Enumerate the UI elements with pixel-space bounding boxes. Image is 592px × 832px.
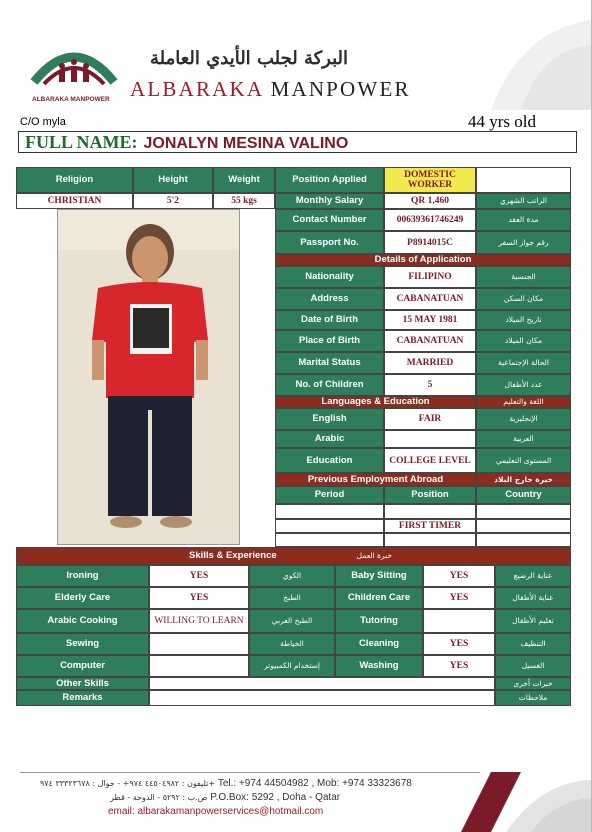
employment-col-position: Position bbox=[384, 486, 476, 504]
skill-washing-arabic: الغسيل bbox=[495, 655, 571, 677]
marital-status-label: Marital Status bbox=[275, 352, 384, 374]
brand-arabic: البركة لجلب الأيدي العاملة bbox=[150, 48, 349, 69]
skill-computer-value bbox=[149, 655, 249, 677]
skill-children-care-arabic: عناية الأطفال bbox=[495, 587, 571, 609]
education-arabic: المستوى التعليمي bbox=[476, 448, 571, 473]
employment-row-2-position: FIRST TIMER bbox=[384, 519, 476, 533]
care-of: C/O myla bbox=[20, 116, 66, 128]
skill-computer-label: Computer bbox=[16, 655, 149, 677]
skill-elderly-care-label: Elderly Care bbox=[16, 587, 149, 609]
monthly-salary-arabic: الراتب الشهري bbox=[476, 193, 571, 209]
weight-value: 55 kgs bbox=[213, 193, 275, 209]
education-value: COLLEGE LEVEL bbox=[384, 448, 476, 473]
skill-baby-sitting-label: Baby Sitting bbox=[335, 565, 423, 587]
weight-header: Weight bbox=[213, 167, 275, 193]
brand-english bbox=[130, 77, 411, 102]
skill-tutoring-label: Tutoring bbox=[335, 609, 423, 633]
children-value: 5 bbox=[384, 374, 476, 396]
passport-value: P8914015C bbox=[384, 231, 476, 254]
footer-decoration bbox=[421, 772, 591, 832]
passport-label: Passport No. bbox=[275, 231, 384, 254]
english-label: English bbox=[275, 408, 384, 430]
skill-arabic-cooking-arabic: الطبخ العربي bbox=[249, 609, 335, 633]
remarks-value bbox=[149, 690, 495, 706]
religion-header: Religion bbox=[16, 167, 133, 193]
place-of-birth-label: Place of Birth bbox=[275, 330, 384, 352]
company-logo bbox=[28, 38, 120, 108]
skill-washing-value: YES bbox=[423, 655, 495, 677]
skill-sewing-value bbox=[149, 633, 249, 655]
footer-pobox-english: P.O.Box: 5292 , Doha - Qatar bbox=[210, 792, 341, 803]
date-of-birth-value: 15 MAY 1981 bbox=[384, 310, 476, 330]
address-arabic: مكان السكن bbox=[476, 288, 571, 310]
skill-computer-arabic: إستخدام الكمبيوتر bbox=[249, 655, 335, 677]
employment-row-2-period bbox=[275, 519, 384, 533]
height-value: 5'2 bbox=[133, 193, 213, 209]
skills-header-label: Skills & Experience bbox=[189, 550, 277, 561]
date-of-birth-label: Date of Birth bbox=[275, 310, 384, 330]
english-arabic: الإنجليزية bbox=[476, 408, 571, 430]
skill-tutoring-value bbox=[423, 609, 495, 633]
footer-phone-arabic: تليفون : ٤٤٥٠٤٩٨٢ ٩٧٤+ - جوال : ٣٣٣٢٣٦٧٨ ٩٧٤+ bbox=[40, 779, 216, 788]
footer-divider bbox=[20, 772, 480, 773]
employment-col-country: Country bbox=[476, 486, 571, 504]
languages-section-header-arabic: اللغة والتعليم bbox=[476, 396, 571, 408]
employment-col-period: Period bbox=[275, 486, 384, 504]
skill-sewing-arabic: الخياطة bbox=[249, 633, 335, 655]
address-value: CABANATUAN bbox=[384, 288, 476, 310]
header-decoration bbox=[451, 0, 591, 110]
religion-value: CHRISTIAN bbox=[16, 193, 133, 209]
contact-number-value: 00639361746249 bbox=[384, 209, 476, 231]
place-of-birth-value: CABANATUAN bbox=[384, 330, 476, 352]
position-applied-header: Position Applied bbox=[275, 167, 384, 193]
position-applied-value: DOMESTIC WORKER bbox=[384, 167, 476, 193]
skill-baby-sitting-value: YES bbox=[423, 565, 495, 587]
skill-children-care-label: Children Care bbox=[335, 587, 423, 609]
monthly-salary-label: Monthly Salary bbox=[275, 193, 384, 209]
candidate-photo bbox=[57, 209, 240, 545]
skills-header-arabic: خبرة العمل bbox=[356, 551, 393, 560]
brand-word-manpower: MANPOWER bbox=[270, 77, 411, 101]
other-skills-arabic: خبرات أخرى bbox=[495, 677, 571, 690]
skill-ironing-value: YES bbox=[149, 565, 249, 587]
remarks-arabic: ملاحظات bbox=[495, 690, 571, 706]
other-skills-value bbox=[149, 677, 495, 690]
monthly-salary-value: QR 1,460 bbox=[384, 193, 476, 209]
date-of-birth-arabic: تاريخ الميلاد bbox=[476, 310, 571, 330]
candidate-age: 44 yrs old bbox=[468, 112, 536, 131]
languages-section-header: Languages & Education bbox=[275, 396, 476, 408]
employment-row-2-country bbox=[476, 519, 571, 533]
skill-arabic-cooking-label: Arabic Cooking bbox=[16, 609, 149, 633]
skill-cleaning-arabic: التنظيف bbox=[495, 633, 571, 655]
skill-baby-sitting-arabic: عناية الرضيع bbox=[495, 565, 571, 587]
skill-tutoring-arabic: تعليم الأطفال bbox=[495, 609, 571, 633]
english-value: FAIR bbox=[384, 408, 476, 430]
contact-number-arabic: مدة العقد bbox=[476, 209, 571, 231]
arabic-arabic: العربية bbox=[476, 430, 571, 448]
nationality-arabic: الجنسية bbox=[476, 266, 571, 288]
employment-section-header: Previous Employment Abroad bbox=[275, 473, 476, 486]
skill-cleaning-value: YES bbox=[423, 633, 495, 655]
employment-row-1-position bbox=[384, 504, 476, 519]
marital-status-value: MARRIED bbox=[384, 352, 476, 374]
skill-arabic-cooking-value: WILLING TO LEARN bbox=[149, 609, 249, 633]
place-of-birth-arabic: مكان الميلاد bbox=[476, 330, 571, 352]
children-label: No. of Children bbox=[275, 374, 384, 396]
other-skills-label: Other Skills bbox=[16, 677, 149, 690]
skill-elderly-care-value: YES bbox=[149, 587, 249, 609]
marital-status-arabic: الحالة الإجتماعية bbox=[476, 352, 571, 374]
passport-arabic: رقم جواز السفر bbox=[476, 231, 571, 254]
logo-caption: ALBARAKA MANPOWER bbox=[32, 96, 110, 103]
footer-phone bbox=[40, 778, 412, 789]
footer-phone-english: Tel.: +974 44504982 , Mob: +974 33323678 bbox=[217, 778, 412, 789]
skill-sewing-label: Sewing bbox=[16, 633, 149, 655]
employment-row-3-period bbox=[275, 533, 384, 547]
children-arabic: عدد الأطفال bbox=[476, 374, 571, 396]
brand-word-albaraka: ALBARAKA bbox=[130, 77, 264, 101]
skill-washing-label: Washing bbox=[335, 655, 423, 677]
employment-row-3-country bbox=[476, 533, 571, 547]
height-header: Height bbox=[133, 167, 213, 193]
skills-section-header bbox=[16, 547, 571, 565]
employment-row-1-country bbox=[476, 504, 571, 519]
full-name-label: FULL NAME: bbox=[25, 132, 138, 152]
details-section-header: Details of Application bbox=[275, 254, 571, 266]
footer-email[interactable]: email: albarakamanpowerservices@hotmail.com bbox=[108, 806, 324, 817]
skill-children-care-value: YES bbox=[423, 587, 495, 609]
employment-section-header-arabic: خبرة خارج البلاد bbox=[476, 473, 571, 486]
skill-ironing-label: Ironing bbox=[16, 565, 149, 587]
footer-pobox bbox=[110, 792, 340, 803]
nationality-label: Nationality bbox=[275, 266, 384, 288]
full-name-box bbox=[18, 131, 577, 153]
position-blank-cell bbox=[476, 167, 571, 193]
arabic-value bbox=[384, 430, 476, 448]
address-label: Address bbox=[275, 288, 384, 310]
remarks-label: Remarks bbox=[16, 690, 149, 706]
skill-ironing-arabic: الكوي bbox=[249, 565, 335, 587]
employment-row-3-position bbox=[384, 533, 476, 547]
education-label: Education bbox=[275, 448, 384, 473]
nationality-value: FILIPINO bbox=[384, 266, 476, 288]
footer-pobox-arabic: ص.ب : ٥٢٩٢ - الدوحة - قطر bbox=[110, 793, 208, 802]
contact-number-label: Contact Number bbox=[275, 209, 384, 231]
skill-cleaning-label: Cleaning bbox=[335, 633, 423, 655]
arabic-label: Arabic bbox=[275, 430, 384, 448]
employment-row-1-period bbox=[275, 504, 384, 519]
skill-elderly-care-arabic: الطبخ bbox=[249, 587, 335, 609]
full-name-value: JONALYN MESINA VALINO bbox=[143, 135, 349, 152]
